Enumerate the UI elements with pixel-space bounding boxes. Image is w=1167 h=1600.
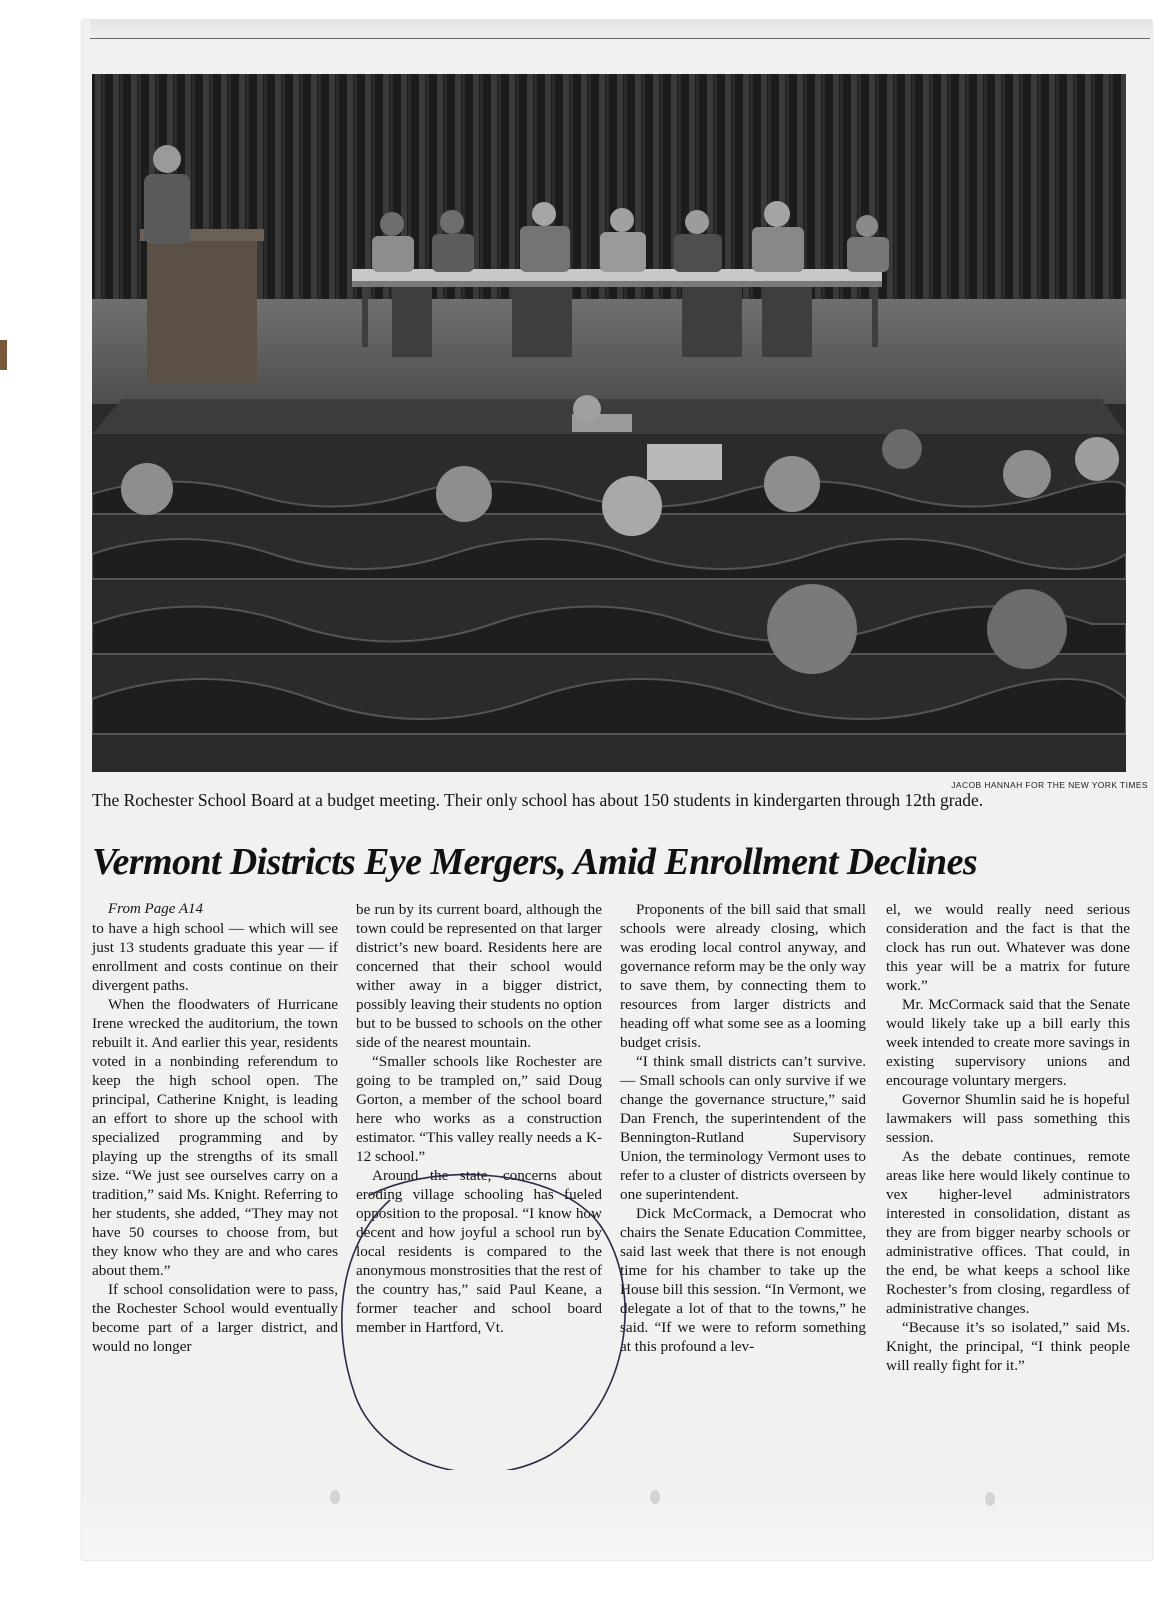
paragraph: “I think small districts can’t survive.— Small schools can only survive if we change the governance structure,” said Dan French, the superintendent of the Bennington-Rutland Supervisory Union, the terminology Vermont uses to refer to a cluster of districts overseen by one superintendent. (620, 1053, 866, 1203)
paragraph: Proponents of the bill said that small schools were already closing, which was eroding local control anyway, and governance reform may be the only way to save them, by connecting them to resources from larger districts and heading off what some see as a looming budget crisis. (620, 901, 866, 1051)
podium (147, 234, 257, 384)
scan-edge (0, 340, 7, 370)
paragraph: el, we would really need serious consideration and the fact is that the clock has run out. Whatever was done this year will be a matrix for future work.” (886, 901, 1130, 994)
paragraph: When the floodwaters of Hurricane Irene wrecked the auditorium, the town rebuilt it. And earlier this year, residents voted in a nonbinding referendum to keep the high school open. The principal, Catherine Knight, is leading an effort to shore up the school with specialized programming and by playing up the strengths of its small size. “We just see ourselves carry on a tradition,” said Ms. Knight. Referring to her students, she added, “They may not have 50 courses to choose from, but they know who they are and who cares about them.” (92, 996, 338, 1279)
speaker (144, 174, 190, 244)
headline: Vermont Districts Eye Mergers, Amid Enrollment Declines (92, 841, 978, 883)
photo-credit: JACOB HANNAH FOR THE NEW YORK TIMES (951, 780, 1148, 790)
article-column-4 (886, 900, 1130, 1375)
photo-caption: The Rochester School Board at a budget meeting. Their only school has about 150 students in kindergarten through 12th grade. (92, 790, 984, 810)
top-rule (90, 38, 1150, 39)
auditorium-photo (92, 74, 1126, 772)
punch-mark (650, 1490, 660, 1504)
dateline: From Page A14 (108, 901, 203, 917)
paragraph: If school consolidation were to pass, the Rochester School would eventually become part of a larger district, and would no longer (92, 1281, 338, 1355)
paragraph: Governor Shumlin said he is hopeful lawmakers will pass something this session. (886, 1091, 1130, 1146)
paragraph: Dick McCormack, a Democrat who chairs the Senate Education Committee, said last week that there is not enough time for his chamber to take up the House bill this session. “In Vermont, we delegate a lot of that to the towns,” he said. “If we were to reform something at this profound a lev- (620, 1205, 866, 1355)
punch-mark (985, 1492, 995, 1506)
sound-desk (647, 444, 722, 480)
paragraph: As the debate continues, remote areas like here would likely continue to vex higher-level administrators interested in consolidation, distant as they are from bigger nearby schools or administrative offices. That could, in the end, be what keeps a school like Rochester’s from closing, regardless of administrative changes. (886, 1148, 1130, 1317)
article-column-2 (356, 900, 602, 1337)
news-photo (92, 74, 1126, 772)
article-column-1 (92, 900, 338, 1356)
paragraph: Around the state, concerns about eroding village schooling has fueled opposition to the proposal. “I know how decent and how joyful a school run by local residents is compared to the anonymous monstrosities that the rest of the country has,” said Paul Keane, a former teacher and school board member in Hartford, Vt. (356, 1167, 602, 1336)
page-footer-area (82, 1470, 1152, 1560)
paragraph: “Smaller schools like Rochester are going to be trampled on,” said Doug Gorton, a member of the school board here who works as a construction estimator. “This valley really needs a K-12 school.” (356, 1053, 602, 1165)
paragraph: Mr. McCormack said that the Senate would likely take up a bill early this week intended to create more savings in existing supervisory unions and encourage voluntary mergers. (886, 996, 1130, 1089)
paragraph: “Because it’s so isolated,” said Ms. Knight, the principal, “I think people will really fight for it.” (886, 1319, 1130, 1374)
punch-mark (330, 1490, 340, 1504)
paragraph: be run by its current board, although the town could be represented on that larger district’s new board. Residents here are concerned that their school would wither away in a bigger district, possibly leaving their students no option but to be bussed to schools on the other side of the nearest mountain. (356, 901, 602, 1051)
paragraph: to have a high school — which will see just 13 students graduate this year — if enrollment and costs continue on their divergent paths. (92, 920, 338, 994)
article-column-3 (620, 900, 866, 1356)
